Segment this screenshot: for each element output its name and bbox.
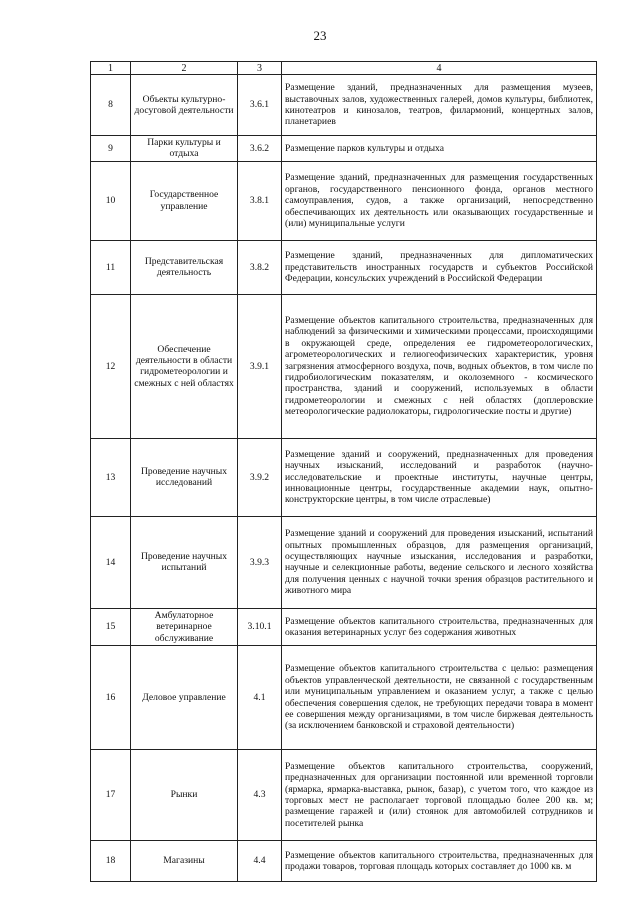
table-row [91, 438, 597, 516]
row-description: Размещение зданий, предназначенных для дипломатических представительств иностранных государств и субъектов Российской Федерации, консульских учреждений в Российской Федерации [282, 240, 597, 294]
row-description: Размещение объектов капитального строительства с целью: размещения объектов управленческой деятельности, не связанной с государственным или муниципальным управлением и оказанием услуг, а также с целью обеспечения совершения сделок, не требующих передачи товара в момент ее совершения между организациями, в том числе биржевая деятельность (за исключением банковской и страховой деятельности) [282, 646, 597, 750]
header-col-3: 3 [238, 62, 282, 75]
row-number: 14 [91, 516, 131, 608]
row-code: 3.9.1 [238, 294, 282, 438]
table-row [91, 750, 597, 841]
row-description: Размещение объектов капитального строительства, предназначенных для оказания ветеринарных услуг без содержания животных [282, 608, 597, 645]
row-description: Размещение зданий и сооружений, предназначенных для проведения научных изысканий, исследований и разработок (научно-исследовательские и проектные институты, научные центры, инновационные центры, государственные академии наук, опытно-конструкторские центры, в том числе отраслевые) [282, 438, 597, 516]
table-header-row [91, 62, 597, 75]
row-name: Проведение научных испытаний [131, 516, 238, 608]
row-name: Деловое управление [131, 646, 238, 750]
row-code: 3.8.2 [238, 240, 282, 294]
row-name: Магазины [131, 841, 238, 882]
row-number: 18 [91, 841, 131, 882]
row-description: Размещение объектов капитального строительства, предназначенных для продажи товаров, торговая площадь которых составляет до 1000 кв. м [282, 841, 597, 882]
row-number: 17 [91, 750, 131, 841]
row-code: 4.1 [238, 646, 282, 750]
row-name: Представительская деятельность [131, 240, 238, 294]
row-code: 4.3 [238, 750, 282, 841]
table-row [91, 136, 597, 162]
row-code: 3.6.2 [238, 136, 282, 162]
row-code: 3.10.1 [238, 608, 282, 645]
header-col-2: 2 [131, 62, 238, 75]
table-row [91, 841, 597, 882]
header-col-1: 1 [91, 62, 131, 75]
row-number: 9 [91, 136, 131, 162]
row-description: Размещение зданий, предназначенных для размещения музеев, выставочных залов, художественных галерей, домов культуры, библиотек, кинотеатров и кинозалов, театров, филармоний, концертных залов, планетариев [282, 75, 597, 136]
row-description: Размещение объектов капитального строительства, предназначенных для наблюдений за физическими и химическими процессами, происходящими в окружающей среде, определения ее гидрометеорологических, агрометеорологических и гелиогеофизических характеристик, уровня загрязнения атмосферного воздуха, почв, водных объектов, в том числе по гидробиологическим показателям, и околоземного - космического пространства, зданий и сооружений, используемых в области гидрометеорологии и смежных с ней областях (доплеровские метеорологические радиолокаторы, гидрологические посты и другие) [282, 294, 597, 438]
row-code: 3.9.2 [238, 438, 282, 516]
table-row [91, 240, 597, 294]
row-number: 12 [91, 294, 131, 438]
row-name: Обеспечение деятельности в области гидрометеорологии и смежных с ней областях [131, 294, 238, 438]
row-name: Амбулаторное ветеринарное обслуживание [131, 608, 238, 645]
row-description: Размещение парков культуры и отдыха [282, 136, 597, 162]
table-row [91, 294, 597, 438]
land-use-table [90, 61, 597, 882]
row-name: Государственное управление [131, 161, 238, 240]
row-number: 11 [91, 240, 131, 294]
page-number: 23 [313, 28, 327, 43]
table-row [91, 608, 597, 645]
row-number: 13 [91, 438, 131, 516]
table-row [91, 516, 597, 608]
row-number: 15 [91, 608, 131, 645]
row-name: Рынки [131, 750, 238, 841]
table-row [91, 75, 597, 136]
row-code: 3.6.1 [238, 75, 282, 136]
row-name: Проведение научных исследований [131, 438, 238, 516]
row-name: Объекты культурно-досуговой деятельности [131, 75, 238, 136]
row-description: Размещение объектов капитального строительства, сооружений, предназначенных для организации постоянной или временной торговли (ярмарка, ярмарка-выставка, рынок, базар), с учетом того, что каждое из торговых мест не располагает торговой площадью более 200 кв. м; размещение гаражей и (или) стоянок для автомобилей сотрудников и посетителей рынка [282, 750, 597, 841]
row-name: Парки культуры и отдыха [131, 136, 238, 162]
header-col-4: 4 [282, 62, 597, 75]
row-number: 10 [91, 161, 131, 240]
row-code: 4.4 [238, 841, 282, 882]
row-code: 3.9.3 [238, 516, 282, 608]
row-description: Размещение зданий, предназначенных для размещения государственных органов, государственного пенсионного фонда, органов местного самоуправления, судов, а также организаций, непосредственно обеспечивающих их деятельность или оказывающих государственные и (или) муниципальные услуги [282, 161, 597, 240]
row-number: 16 [91, 646, 131, 750]
row-description: Размещение зданий и сооружений для проведения изысканий, испытаний опытных промышленных образцов, для размещения организаций, осуществляющих научные изыскания, исследования и разработки, научные и селекционные работы, ведение сельского и лесного хозяйства для получения ценных с научной точки зрения образцов растительного и животного мира [282, 516, 597, 608]
row-code: 3.8.1 [238, 161, 282, 240]
table-row [91, 646, 597, 750]
row-number: 8 [91, 75, 131, 136]
table-row [91, 161, 597, 240]
